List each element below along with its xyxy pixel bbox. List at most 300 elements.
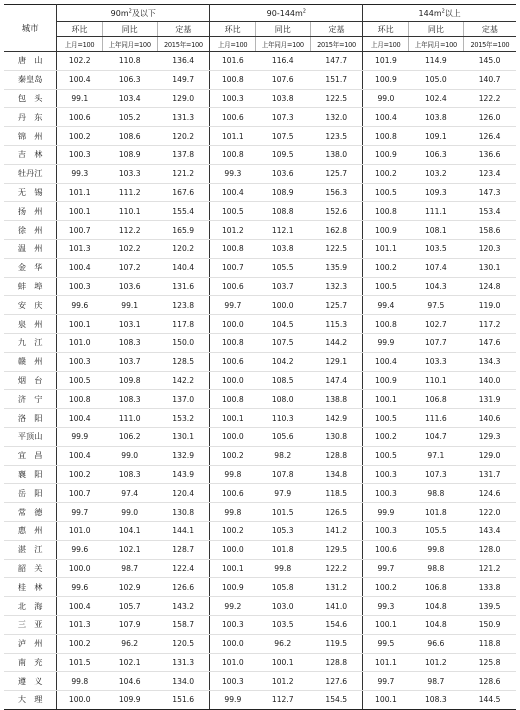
city-cell: 遵 义 [4,672,57,691]
value-cell: 143.4 [463,521,516,540]
value-cell: 140.0 [463,371,516,390]
value-cell: 100.8 [210,239,256,258]
value-cell: 100.0 [210,315,256,334]
value-cell: 122.2 [463,89,516,108]
value-cell: 147.7 [310,52,363,71]
value-cell: 101.1 [57,183,103,202]
value-cell: 100.2 [363,258,409,277]
value-cell: 100.8 [363,202,409,221]
base-header: 2015年=100 [463,37,516,52]
value-cell: 100.9 [363,70,409,89]
city-cell: 唐 山 [4,52,57,71]
city-cell: 洛 阳 [4,409,57,428]
value-cell: 107.5 [255,127,310,146]
price-index-table-container [4,4,516,710]
value-cell: 136.4 [157,52,210,71]
value-cell: 102.1 [102,540,157,559]
value-cell: 100.6 [57,108,103,127]
value-cell: 104.2 [255,352,310,371]
value-cell: 124.6 [463,484,516,503]
value-cell: 111.2 [102,183,157,202]
city-cell: 安 庆 [4,296,57,315]
city-cell: 牡丹江 [4,164,57,183]
value-cell: 111.6 [408,409,463,428]
value-cell: 103.3 [102,164,157,183]
city-cell: 秦皇岛 [4,70,57,89]
value-cell: 105.3 [255,521,310,540]
city-cell: 吉 林 [4,145,57,164]
value-cell: 141.2 [310,521,363,540]
value-cell: 101.2 [255,672,310,691]
value-cell: 120.2 [157,239,210,258]
value-cell: 139.5 [463,597,516,616]
value-cell: 154.5 [310,691,363,710]
value-cell: 129.0 [463,446,516,465]
value-cell: 103.8 [255,239,310,258]
value-cell: 99.3 [57,164,103,183]
value-cell: 128.0 [463,540,516,559]
value-cell: 102.2 [57,52,103,71]
value-cell: 100.2 [363,578,409,597]
value-cell: 101.8 [255,540,310,559]
value-cell: 122.0 [463,503,516,522]
value-cell: 103.5 [255,615,310,634]
value-cell: 102.1 [102,653,157,672]
value-cell: 100.0 [210,371,256,390]
value-cell: 106.2 [102,427,157,446]
city-cell: 泸 州 [4,634,57,653]
value-cell: 105.5 [408,521,463,540]
value-cell: 100.3 [363,521,409,540]
value-cell: 129.3 [463,427,516,446]
value-cell: 122.5 [310,239,363,258]
value-cell: 99.6 [57,296,103,315]
base-header: 上年同月=100 [255,37,310,52]
table-row [4,52,516,71]
value-cell: 144.5 [463,691,516,710]
value-cell: 102.2 [102,239,157,258]
base-header: 上年同月=100 [408,37,463,52]
value-cell: 119.5 [310,634,363,653]
value-cell: 100.1 [57,202,103,221]
value-cell: 102.9 [102,578,157,597]
value-cell: 123.8 [157,296,210,315]
table-row [4,352,516,371]
value-cell: 131.6 [157,277,210,296]
value-cell: 118.5 [310,484,363,503]
value-cell: 165.9 [157,221,210,240]
value-cell: 108.8 [255,202,310,221]
group-header-144-above: $144m^2$以上 [363,5,516,22]
value-cell: 99.1 [57,89,103,108]
base-header: 2015年=100 [157,37,210,52]
value-cell: 99.3 [210,164,256,183]
value-cell: 162.8 [310,221,363,240]
value-cell: 120.2 [157,127,210,146]
metric-header: 同比 [102,22,157,37]
value-cell: 117.8 [157,315,210,334]
value-cell: 104.3 [408,277,463,296]
value-cell: 108.5 [255,371,310,390]
city-cell: 九 江 [4,333,57,352]
value-cell: 126.0 [463,108,516,127]
value-cell: 122.5 [310,89,363,108]
value-cell: 96.6 [408,634,463,653]
value-cell: 144.1 [157,521,210,540]
value-cell: 105.5 [255,258,310,277]
value-cell: 108.9 [255,183,310,202]
table-row [4,465,516,484]
value-cell: 100.8 [57,390,103,409]
table-row [4,559,516,578]
value-cell: 101.5 [255,503,310,522]
value-cell: 107.3 [408,465,463,484]
value-cell: 102.4 [408,89,463,108]
value-cell: 104.7 [408,427,463,446]
table-row [4,371,516,390]
value-cell: 150.9 [463,615,516,634]
metric-header: 定基 [310,22,363,37]
table-row [4,239,516,258]
value-cell: 103.7 [255,277,310,296]
table-row [4,89,516,108]
value-cell: 109.9 [102,691,157,710]
value-cell: 100.1 [255,653,310,672]
value-cell: 137.0 [157,390,210,409]
value-cell: 135.9 [310,258,363,277]
value-cell: 98.8 [408,559,463,578]
value-cell: 107.2 [102,258,157,277]
city-cell: 韶 关 [4,559,57,578]
value-cell: 103.6 [255,164,310,183]
value-cell: 100.3 [210,672,256,691]
value-cell: 100.5 [363,409,409,428]
value-cell: 102.7 [408,315,463,334]
city-cell: 锦 州 [4,127,57,146]
value-cell: 100.8 [363,127,409,146]
value-cell: 117.2 [463,315,516,334]
value-cell: 99.7 [363,559,409,578]
value-cell: 152.6 [310,202,363,221]
value-cell: 128.5 [157,352,210,371]
base-header: 上年同月=100 [102,37,157,52]
table-row [4,333,516,352]
value-cell: 98.8 [408,484,463,503]
value-cell: 100.9 [363,371,409,390]
value-cell: 101.3 [57,615,103,634]
value-cell: 133.8 [463,578,516,597]
table-row [4,183,516,202]
metric-header: 定基 [157,22,210,37]
value-cell: 153.4 [463,202,516,221]
value-cell: 134.3 [463,352,516,371]
value-cell: 108.9 [102,145,157,164]
value-cell: 167.6 [157,183,210,202]
value-cell: 120.5 [157,634,210,653]
value-cell: 100.3 [363,484,409,503]
value-cell: 104.1 [102,521,157,540]
value-cell: 147.4 [310,371,363,390]
value-cell: 100.1 [210,559,256,578]
value-cell: 128.8 [310,446,363,465]
city-cell: 徐 州 [4,221,57,240]
value-cell: 100.7 [57,484,103,503]
city-cell: 温 州 [4,239,57,258]
value-cell: 100.8 [210,390,256,409]
value-cell: 132.9 [157,446,210,465]
city-cell: 济 宁 [4,390,57,409]
value-cell: 103.5 [408,239,463,258]
value-cell: 108.3 [102,465,157,484]
value-cell: 106.3 [102,70,157,89]
value-cell: 131.3 [157,108,210,127]
value-cell: 123.4 [463,164,516,183]
city-cell: 包 头 [4,89,57,108]
value-cell: 104.8 [408,615,463,634]
value-cell: 100.0 [57,559,103,578]
value-cell: 144.2 [310,333,363,352]
value-cell: 108.6 [102,127,157,146]
value-cell: 131.2 [310,578,363,597]
value-cell: 132.3 [310,277,363,296]
value-cell: 101.1 [363,653,409,672]
value-cell: 103.2 [408,164,463,183]
base-header: 上月=100 [363,37,409,52]
value-cell: 103.7 [102,352,157,371]
value-cell: 101.5 [57,653,103,672]
value-cell: 109.5 [255,145,310,164]
city-cell: 常 德 [4,503,57,522]
value-cell: 106.8 [408,578,463,597]
value-cell: 147.6 [463,333,516,352]
value-cell: 100.9 [210,578,256,597]
value-cell: 100.6 [210,108,256,127]
value-cell: 100.4 [363,108,409,127]
value-cell: 103.0 [255,597,310,616]
value-cell: 104.5 [255,315,310,334]
value-cell: 130.8 [157,503,210,522]
value-cell: 97.1 [408,446,463,465]
value-cell: 125.7 [310,296,363,315]
value-cell: 100.0 [210,540,256,559]
value-cell: 138.0 [310,145,363,164]
city-cell: 宜 昌 [4,446,57,465]
city-cell: 无 锡 [4,183,57,202]
value-cell: 111.0 [102,409,157,428]
value-cell: 110.1 [408,371,463,390]
value-cell: 134.8 [310,465,363,484]
table-row [4,503,516,522]
city-cell: 惠 州 [4,521,57,540]
value-cell: 107.4 [408,258,463,277]
value-cell: 99.0 [102,503,157,522]
city-cell: 北 海 [4,597,57,616]
table-row [4,672,516,691]
value-cell: 100.6 [210,484,256,503]
value-cell: 151.7 [310,70,363,89]
value-cell: 140.7 [463,70,516,89]
city-column-header: 城市 [4,5,57,52]
value-cell: 101.1 [210,127,256,146]
table-row [4,127,516,146]
value-cell: 112.1 [255,221,310,240]
value-cell: 107.7 [408,333,463,352]
value-cell: 100.6 [363,540,409,559]
city-cell: 大 理 [4,691,57,710]
value-cell: 100.2 [210,521,256,540]
value-cell: 103.8 [255,89,310,108]
table-row [4,70,516,89]
value-cell: 150.0 [157,333,210,352]
value-cell: 100.4 [363,352,409,371]
table-row [4,164,516,183]
value-cell: 99.9 [210,691,256,710]
value-cell: 101.9 [363,52,409,71]
metric-header: 同比 [408,22,463,37]
value-cell: 101.0 [57,521,103,540]
metric-header: 环比 [363,22,409,37]
table-body [4,52,516,710]
value-cell: 105.0 [408,70,463,89]
value-cell: 100.8 [363,315,409,334]
value-cell: 122.2 [310,559,363,578]
value-cell: 106.3 [408,145,463,164]
value-cell: 100.1 [210,409,256,428]
value-cell: 121.2 [463,559,516,578]
city-cell: 襄 阳 [4,465,57,484]
value-cell: 124.8 [463,277,516,296]
value-cell: 100.0 [210,634,256,653]
value-cell: 96.2 [102,634,157,653]
value-cell: 105.8 [255,578,310,597]
table-row [4,296,516,315]
value-cell: 158.6 [463,221,516,240]
value-cell: 141.0 [310,597,363,616]
value-cell: 100.2 [57,127,103,146]
table-row [4,221,516,240]
value-cell: 128.7 [157,540,210,559]
value-cell: 130.8 [310,427,363,446]
value-cell: 99.4 [363,296,409,315]
value-cell: 100.8 [210,333,256,352]
value-cell: 100.1 [57,315,103,334]
value-cell: 100.5 [210,202,256,221]
base-header: 上月=100 [57,37,103,52]
value-cell: 136.6 [463,145,516,164]
value-cell: 127.6 [310,672,363,691]
value-cell: 155.4 [157,202,210,221]
city-cell: 南 充 [4,653,57,672]
value-cell: 132.0 [310,108,363,127]
value-cell: 131.7 [463,465,516,484]
value-cell: 126.6 [157,578,210,597]
value-cell: 99.9 [363,503,409,522]
value-cell: 126.4 [463,127,516,146]
group-header-90-144: $90-144m^2$ [210,5,363,22]
value-cell: 99.3 [363,597,409,616]
table-row [4,540,516,559]
value-cell: 100.7 [210,258,256,277]
value-cell: 100.0 [210,427,256,446]
value-cell: 101.2 [210,221,256,240]
value-cell: 109.3 [408,183,463,202]
metric-header-row [4,22,516,37]
value-cell: 97.5 [408,296,463,315]
value-cell: 100.5 [363,277,409,296]
value-cell: 100.1 [363,390,409,409]
value-cell: 100.6 [210,277,256,296]
value-cell: 100.2 [363,427,409,446]
value-cell: 103.1 [102,315,157,334]
value-cell: 99.9 [363,333,409,352]
city-cell: 平顶山 [4,427,57,446]
value-cell: 142.9 [310,409,363,428]
table-row [4,634,516,653]
value-cell: 99.8 [255,559,310,578]
value-cell: 109.8 [102,371,157,390]
table-header [4,5,516,52]
value-cell: 99.8 [408,540,463,559]
city-cell: 丹 东 [4,108,57,127]
value-cell: 100.4 [57,446,103,465]
value-cell: 108.0 [255,390,310,409]
value-cell: 142.2 [157,371,210,390]
value-cell: 100.4 [210,183,256,202]
value-cell: 158.7 [157,615,210,634]
value-cell: 98.7 [102,559,157,578]
value-cell: 101.1 [363,239,409,258]
value-cell: 151.6 [157,691,210,710]
table-row [4,202,516,221]
table-row [4,521,516,540]
value-cell: 99.5 [363,634,409,653]
value-cell: 99.6 [57,540,103,559]
value-cell: 97.9 [255,484,310,503]
value-cell: 100.7 [57,221,103,240]
value-cell: 101.0 [210,653,256,672]
value-cell: 98.7 [408,672,463,691]
table-row [4,615,516,634]
city-cell: 泉 州 [4,315,57,334]
value-cell: 131.9 [463,390,516,409]
value-cell: 103.8 [408,108,463,127]
value-cell: 110.3 [255,409,310,428]
value-cell: 101.3 [57,239,103,258]
metric-header: 环比 [210,22,256,37]
value-cell: 130.1 [463,258,516,277]
city-cell: 三 亚 [4,615,57,634]
value-cell: 119.0 [463,296,516,315]
value-cell: 107.9 [102,615,157,634]
value-cell: 100.0 [57,691,103,710]
value-cell: 103.3 [408,352,463,371]
value-cell: 100.1 [363,615,409,634]
value-cell: 100.2 [57,465,103,484]
value-cell: 100.3 [210,615,256,634]
value-cell: 99.7 [363,672,409,691]
value-cell: 108.3 [408,691,463,710]
value-cell: 125.8 [463,653,516,672]
value-cell: 100.2 [363,164,409,183]
table-row [4,108,516,127]
value-cell: 104.8 [408,597,463,616]
value-cell: 103.4 [102,89,157,108]
value-cell: 143.9 [157,465,210,484]
value-cell: 118.8 [463,634,516,653]
value-cell: 99.7 [57,503,103,522]
value-cell: 156.3 [310,183,363,202]
value-cell: 96.2 [255,634,310,653]
